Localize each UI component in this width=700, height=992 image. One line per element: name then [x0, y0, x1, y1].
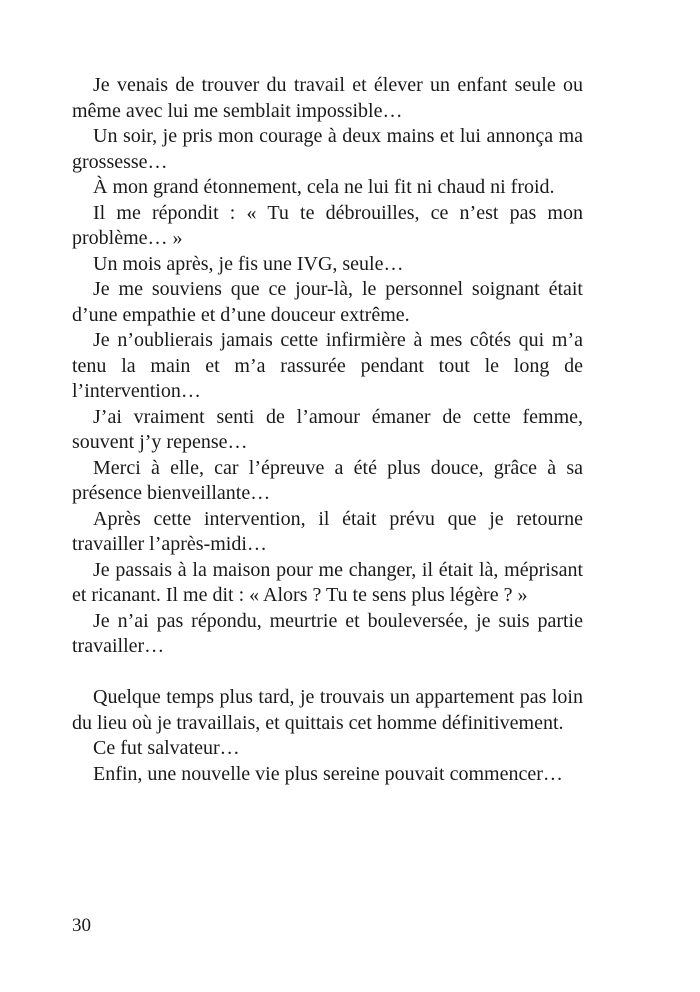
paragraph: Un mois après, je fis une IVG, seule… [93, 252, 404, 275]
paragraph: Enfin, une nouvelle vie plus sereine pouvait commencer… [93, 762, 563, 785]
paragraph: J’ai vraiment senti de l’amour émaner de cette femme, souvent j’y repense… [72, 405, 583, 453]
paragraph: Ce fut salvateur… [93, 737, 240, 759]
paragraph: Un soir, je pris mon courage à deux mains et lui annonça ma grossesse… [72, 125, 583, 173]
body-text [72, 73, 583, 787]
paragraph: Quelque temps plus tard, je trouvais un appartement pas loin du lieu où je travaillais, et quittais cet homme définitivement. [72, 686, 583, 734]
paragraph: Après cette intervention, il était prévu que je retourne travailler l’après-midi… [72, 507, 583, 555]
paragraph: Il me répondit : « Tu te débrouilles, ce n’est pas mon problème… » [72, 201, 583, 249]
paragraph: Je n’oublierais jamais cette infirmière à mes côtés qui m’a tenu la main et m’a rassurée pendant tout le long de l’intervention… [72, 329, 583, 402]
paragraph: Je n’ai pas répondu, meurtrie et bouleversée, je suis partie travailler… [72, 609, 583, 657]
paragraph: À mon grand étonnement, cela ne lui fit ni chaud ni froid. [93, 176, 555, 198]
paragraph: Merci à elle, car l’épreuve a été plus douce, grâce à sa présence bienveillante… [72, 456, 583, 504]
paragraph: Je me souviens que ce jour-là, le personnel soignant était d’une empathie et d’une douceur extrême. [72, 278, 583, 326]
paragraph: Je venais de trouver du travail et élever un enfant seule ou même avec lui me semblait impossible… [72, 74, 583, 122]
page-number: 30 [72, 915, 91, 936]
section-break [72, 660, 583, 686]
paragraph: Je passais à la maison pour me changer, il était là, méprisant et ricanant. Il me dit : « Alors ? Tu te sens plus légère ? » [72, 558, 583, 606]
